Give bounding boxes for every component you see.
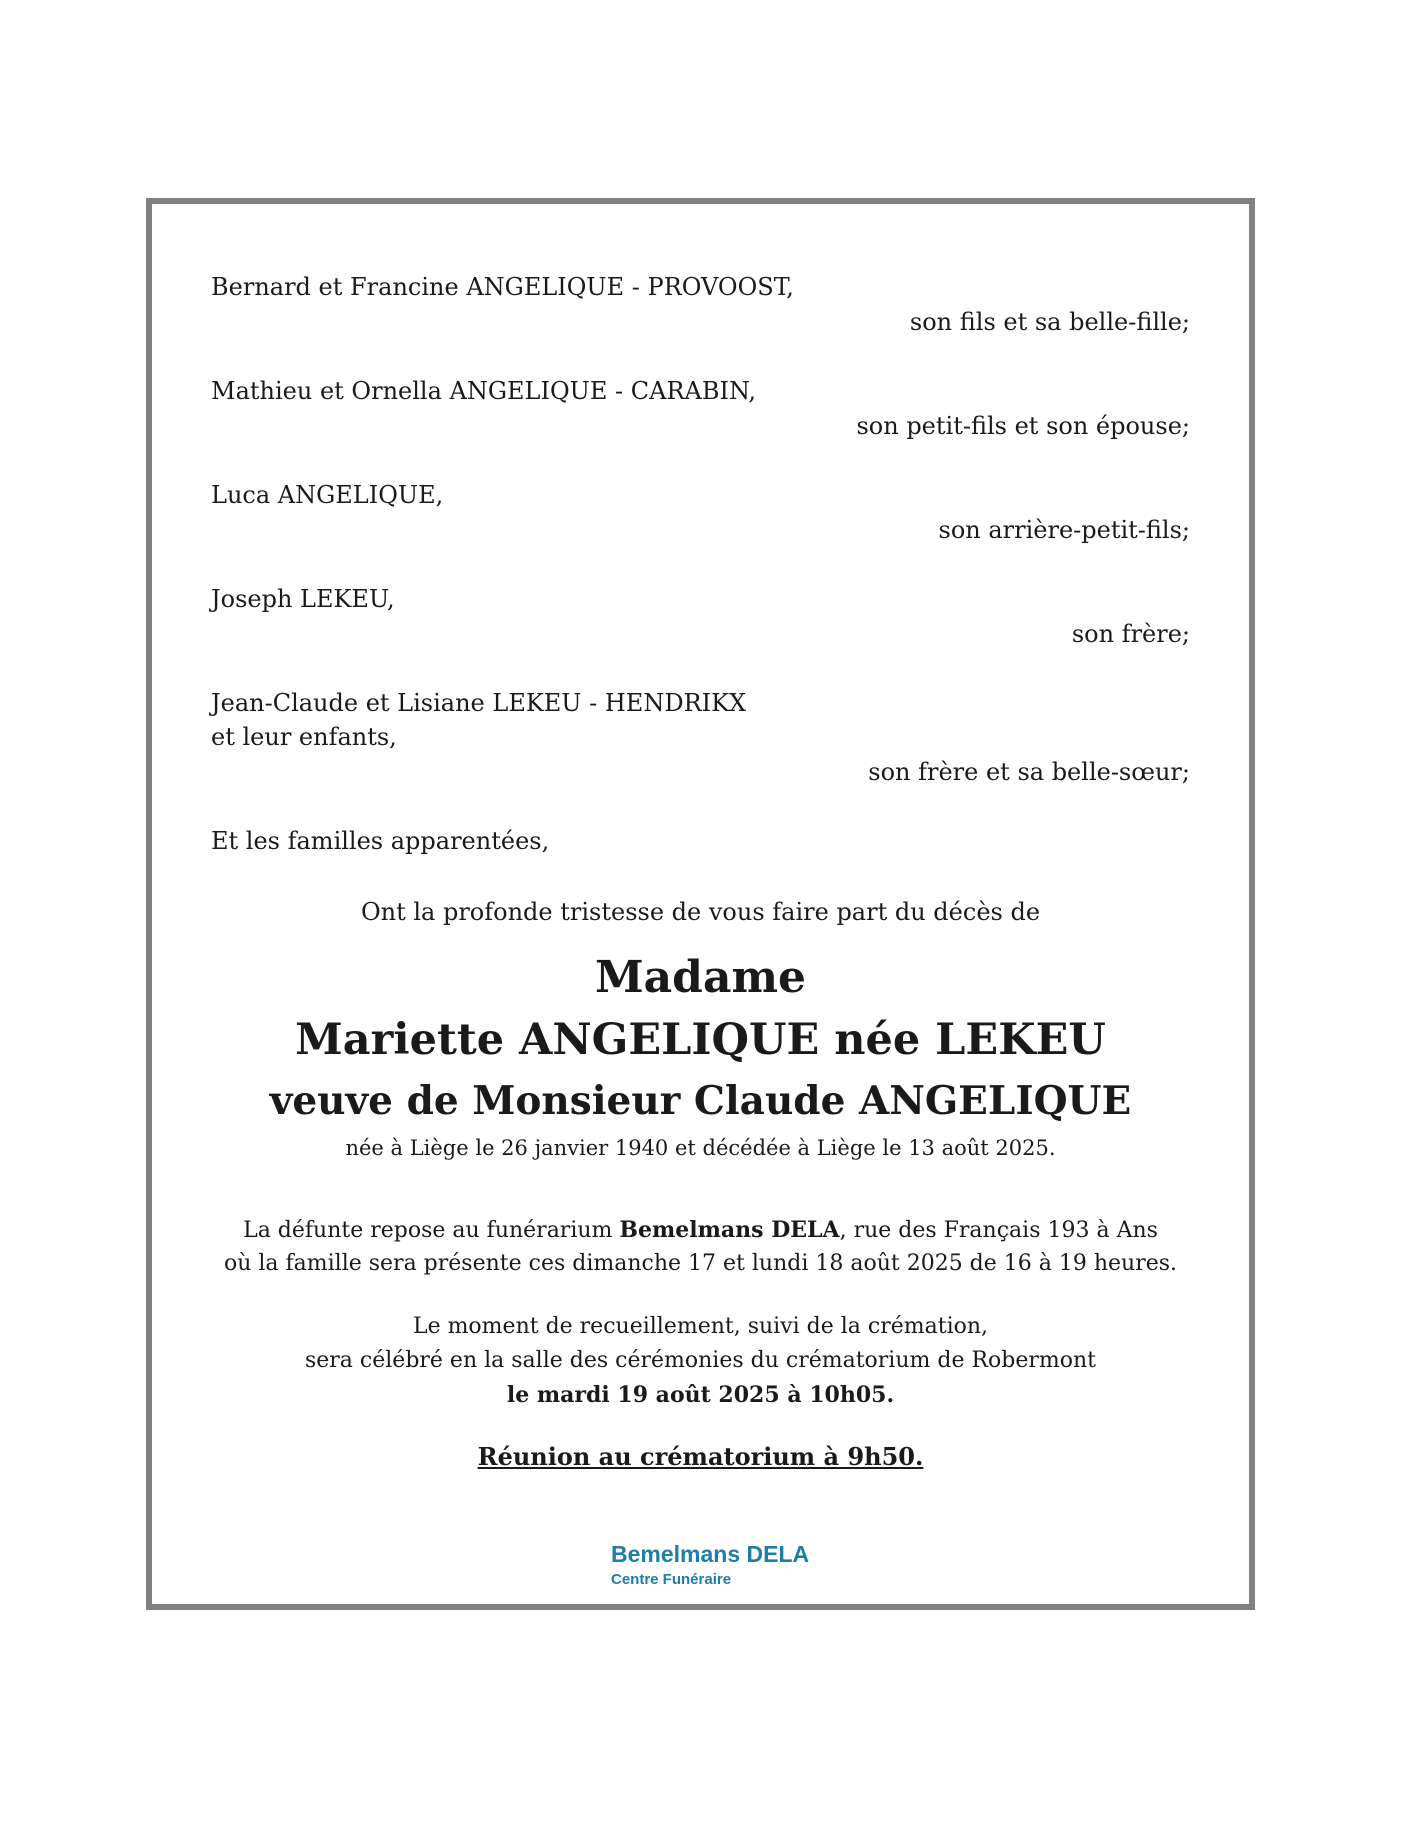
intro-text: Ont la profonde tristesse de vous faire part du décès de [360,898,1041,926]
visitation-post: , rue des Français 193 à Ans [839,1218,1158,1243]
deceased-widow: veuve de Monsieur Claude ANGELIQUE [269,1078,1132,1124]
family-relation-2: son petit-fils et son épouse; [856,412,1190,440]
logo-name: Bemelmans DELA [611,1541,810,1567]
visitation-line-2: où la famille sera présente ces dimanche 17 et lundi 18 août 2025 de 16 à 19 heures. [223,1251,1178,1276]
meeting-line [152,1442,1249,1471]
family-name-5-line2: et leur enfants, [211,723,397,751]
family-name-4: Joseph LEKEU, [211,585,395,613]
obituary-frame [146,198,1255,1610]
deceased-title: Madame [594,952,807,1003]
visitation-line-1 [152,1213,1249,1248]
deceased-dates: née à Liège le 26 janvier 1940 et décédée à Liège le 13 août 2025. [345,1136,1056,1160]
family-relation-3: son arrière-petit-fils; [938,516,1190,544]
visitation-pre: La défunte repose au funérarium [243,1218,620,1243]
families-line: Et les familles apparentées, [211,827,550,855]
deceased-name: Mariette ANGELIQUE née LEKEU [295,1015,1106,1065]
ceremony-line-1: Le moment de recueillement, suivi de la crémation, [412,1314,989,1339]
family-relation-1: son fils et sa belle-fille; [909,308,1190,336]
logo-subtitle: Centre Funéraire [611,1571,732,1588]
ceremony-line-2: sera célébré en la salle des cérémonies du crématorium de Robermont [304,1348,1097,1373]
ceremony-line-3: le mardi 19 août 2025 à 10h05. [506,1382,895,1408]
family-name-2: Mathieu et Ornella ANGELIQUE - CARABIN, [211,377,757,405]
family-name-1: Bernard et Francine ANGELIQUE - PROVOOST, [211,273,794,301]
family-relation-5: son frère et sa belle-sœur; [868,758,1190,786]
family-name-3: Luca ANGELIQUE, [211,481,444,509]
family-name-5: Jean-Claude et Lisiane LEKEU - HENDRIKX [211,689,747,717]
meeting-text: Réunion au crématorium à 9h50. [477,1442,924,1471]
visitation-venue: Bemelmans DELA [619,1217,840,1243]
family-relation-4: son frère; [1071,620,1190,648]
funeral-home-logo [611,1541,809,1588]
